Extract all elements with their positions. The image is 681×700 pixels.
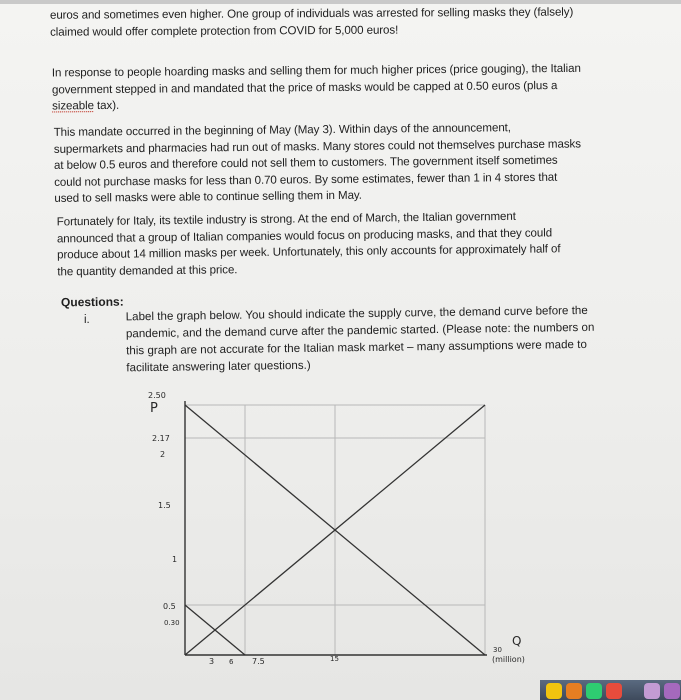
x-tick-label: 7.5 (252, 657, 265, 666)
x-tick-label: 6 (229, 658, 234, 666)
question-line: Label the graph below. You should indicate the supply curve, the demand curve before the (125, 303, 588, 324)
app-icon[interactable] (566, 683, 582, 699)
paragraph-2-line-2: government stepped in and mandated that the price of masks would be capped at 0.50 euros (plus a (51, 78, 558, 96)
paragraph-1-line-1: euros and sometimes even higher. One group of individuals was arrested for selling masks they (falsely) (49, 5, 574, 22)
app-icon[interactable] (644, 683, 660, 699)
paragraph-3-line: This mandate occurred in the beginning of May (May 3). Within days of the announcement, (53, 121, 511, 139)
y-tick-label: 2.17 (152, 434, 170, 443)
x-axis-unit: (million) (492, 655, 525, 664)
app-icon[interactable] (664, 683, 680, 699)
paragraph-3-line: used to sell masks were able to continue selling them in May. (54, 188, 362, 205)
paragraph-2-line-3-rest: tax). (93, 98, 120, 113)
app-icon[interactable] (546, 683, 562, 699)
question-line: facilitate answering later questions.) (126, 358, 311, 375)
y-tick-label: 0.30 (164, 619, 180, 627)
x-tick-label: 15 (330, 655, 339, 663)
paragraph-4-line: the quantity demanded at this price. (57, 262, 238, 278)
paragraph-4-line: produce about 14 million masks per week. Unfortunately, this only accounts for approximately half of (57, 242, 561, 262)
question-line: this graph are not accurate for the Italian mask market – many assumptions were made to (126, 337, 587, 358)
paragraph-1-line-2: claimed would offer complete protection from COVID for 5,000 euros! (50, 23, 399, 39)
dock-strip (540, 680, 681, 700)
questions-heading: Questions: (60, 294, 124, 310)
question-number: i. (84, 314, 90, 326)
x-tick-label: 30 (493, 646, 502, 654)
app-icon[interactable] (586, 683, 602, 699)
y-tick-label: 0.5 (163, 602, 176, 611)
spellcheck-marked-word: sizeable (52, 99, 94, 113)
app-icon[interactable] (606, 683, 622, 699)
paragraph-3-line: supermarkets and pharmacies had run out of masks. Many stores could not themselves purchase masks (53, 136, 581, 156)
paragraph-4-line: Fortunately for Italy, its textile industry is strong. At the end of March, the Italian government (56, 209, 516, 229)
paragraph-3-line: at below 0.5 euros and therefore could not sell them to customers. The government itself sometimes (53, 153, 558, 172)
y-tick-label: 2.50 (148, 391, 166, 400)
x-axis-label: Q (512, 634, 522, 648)
paragraph-4-line: announced that a group of Italian companies would focus on producing masks, and that they could (56, 225, 553, 245)
y-tick-label: 1 (172, 555, 178, 564)
y-tick-label: 2 (160, 450, 166, 459)
paragraph-3-line: could not purchase masks for less than 0.70 euros. By some estimates, fewer than 1 in 4 stores that (54, 170, 558, 189)
y-tick-label: 1.5 (158, 501, 171, 510)
x-tick-label: 3 (209, 657, 215, 666)
question-line: pandemic, and the demand curve after the pandemic started. (Please note: the numbers on (125, 320, 595, 341)
paragraph-2-line-1: In response to people hoarding masks and selling them for much higher prices (price gouging), the Italian (51, 61, 581, 80)
y-axis-label: P (150, 401, 158, 416)
